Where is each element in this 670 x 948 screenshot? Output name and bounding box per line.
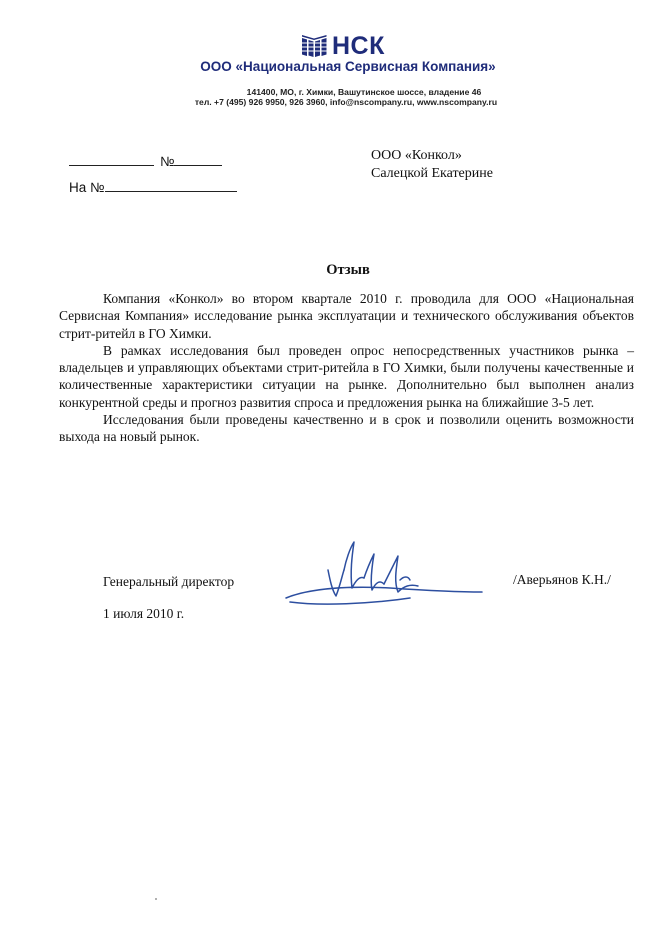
company-address: 141400, МО, г. Химки, Вашутинское шоссе, владение 46: [246, 87, 482, 97]
body-paragraph: В рамках исследования был проведен опрос непосредственных участников рынка – владельцев и управляющих объектами стрит-ритейла в ГО Химки, были получены качественные и количественные характеристики ситуации на рынке. Дополнительно был выполнен анализ конкурентной среды и прогноз развития спроса и предложения рынка на ближайшие 3-5 лет.: [59, 342, 634, 410]
handwritten-signature: [280, 536, 490, 616]
document-title: Отзыв: [326, 262, 370, 278]
body-paragraph: Компания «Конкол» во втором квартале 2010 г. проводила для ООО «Национальная Сервисная Компания» исследование рынка эксплуатации и технического обслуживания объектов стрит-ритейл в ГО Химки.: [59, 291, 634, 341]
company-name: ООО «Национальная Сервисная Компания»: [200, 59, 496, 74]
addressee-company: ООО «Конкол»: [371, 148, 462, 163]
number-sign: №: [160, 154, 175, 169]
signatory-name: /Аверьянов К.Н./: [513, 572, 611, 587]
letter-body: [59, 290, 634, 446]
scan-speck: [155, 898, 157, 900]
outgoing-date-blank: [69, 153, 154, 166]
incoming-number-blank: [105, 179, 237, 192]
incoming-number-field: [69, 179, 237, 195]
company-logo: [301, 33, 385, 59]
body-paragraph: Исследования были проведены качественно и в срок и позволили оценить возможности выхода на новый рынок.: [59, 412, 634, 445]
outgoing-number-blank: [174, 153, 222, 166]
logo-text: НСК: [332, 32, 385, 60]
to-number-label: На №: [69, 180, 105, 195]
addressee-person: Салецкой Екатерине: [371, 166, 493, 181]
company-contacts: тел. +7 (495) 926 9950, 926 3960, info@nscompany.ru, www.nscompany.ru: [194, 97, 498, 107]
logo-mark-icon: [301, 34, 327, 58]
signature-date: 1 июля 2010 г.: [103, 606, 185, 621]
signatory-role: Генеральный директор: [103, 574, 235, 589]
outgoing-number-field: [69, 153, 222, 169]
addressee-block: [371, 147, 493, 183]
